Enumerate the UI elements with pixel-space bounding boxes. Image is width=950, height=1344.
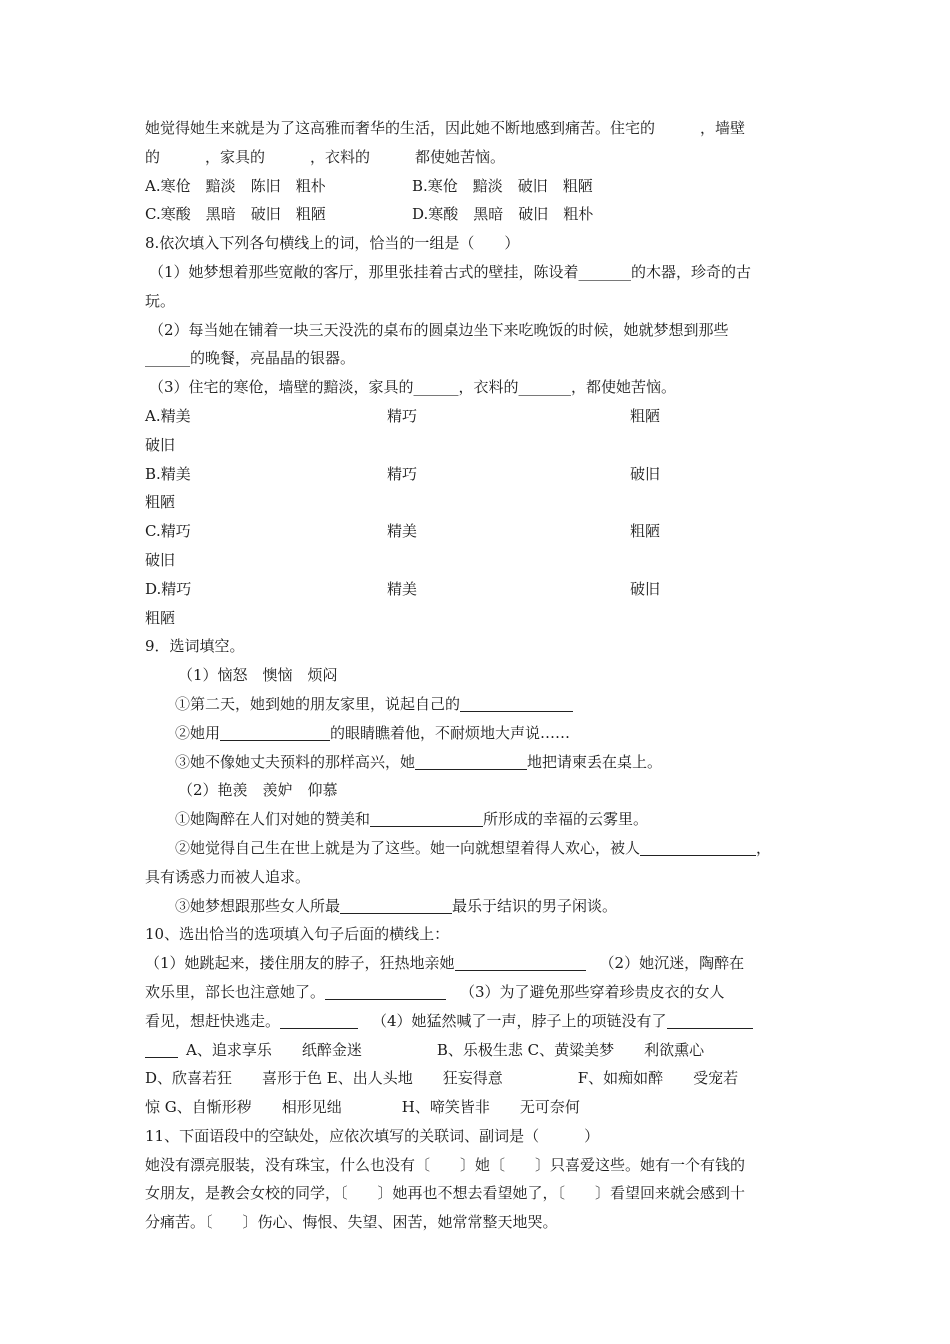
q10-item3-cont: 看见，想赶快逃走。 [145, 1011, 281, 1030]
q10-item2-text: （2）她沉迷，陶醉在 [599, 954, 745, 973]
worksheet-page [145, 114, 810, 1237]
answer-blank [145, 1039, 178, 1058]
q9-group2-item2-cont: 具有诱惑力而被人追求。 [145, 867, 311, 886]
q9-group2-item3 [145, 892, 810, 921]
answer-blank [460, 693, 573, 712]
q9-group1-item1 [145, 690, 810, 719]
q8-option-b-label: B.精美 [145, 464, 191, 483]
q9-g2-item2-text-b: ， [756, 838, 772, 857]
q10-options-text1: A、追求享乐 纸醉金迷 B、乐极生悲 C、黄粱美梦 利欲熏心 [186, 1040, 705, 1059]
q7-options-row2 [145, 200, 810, 229]
q10-line2 [145, 978, 810, 1007]
q8-option-a-word3: 粗陋 [630, 406, 661, 425]
answer-blank [340, 895, 452, 914]
q8-option-a-label: A.精美 [145, 406, 191, 425]
q8-option-c-word2: 精美 [387, 522, 418, 541]
answer-blank [220, 722, 330, 741]
q8-option-b-word4: 粗陋 [145, 493, 176, 512]
q10-item4-text: （4）她猛然喊了一声，脖子上的项链没有了 [372, 1011, 667, 1030]
q9-g2-item3-text-a: ③她梦想跟那些女人所最 [175, 896, 341, 915]
q7-options-row1 [145, 172, 810, 201]
answer-blank [667, 1010, 753, 1029]
answer-blank [640, 837, 756, 856]
q8-option-c-word4: 破旧 [145, 550, 176, 569]
q8-option-c-word3: 粗陋 [630, 522, 661, 541]
q8-sentence2-line2: ______的晚餐，亮晶晶的银器。 [145, 349, 356, 368]
q8-option-a-word4: 破旧 [145, 435, 176, 454]
q8-sentence3: （3）住宅的寒伧，墙壁的黯淡，家具的______，衣料的_______，都使她苦恼。 [149, 378, 677, 397]
q11-passage-line3: 分痛苦。〔 〕伤心、悔恨、失望、困苦，她常常整天地哭。 [145, 1213, 558, 1232]
q9-g1-item3-text-a: ③她不像她丈夫预料的那样高兴，她 [175, 752, 416, 771]
q9-g1-item2-text-a: ②她用 [175, 723, 221, 742]
q8-sentence2-line1: （2）每当她在铺着一块三天没洗的桌布的圆桌边坐下来吃晚饭的时候，她就梦想到那些 [149, 320, 729, 339]
q8-title: 8.依次填入下列各句横线上的词，恰当的一组是（ ） [145, 234, 520, 253]
q10-line1 [145, 949, 810, 978]
q7-option-c: C.寒酸 黑暗 破旧 粗陋 [145, 205, 326, 224]
q8-option-c-row [145, 517, 810, 546]
q8-option-d-row [145, 575, 810, 604]
q11-passage-line2: 女朋友，是教会女校的同学，〔 〕她再也不想去看望她了，〔 〕看望回来就会感到十 [145, 1184, 746, 1203]
q10-line3 [145, 1007, 810, 1036]
q9-g2-item1-text-a: ①她陶醉在人们对她的赞美和 [175, 810, 371, 829]
q8-option-d-word4: 粗陋 [145, 608, 176, 627]
answer-blank [415, 751, 527, 770]
q10-item3-text: （3）为了避免那些穿着珍贵皮衣的女人 [460, 982, 725, 1001]
q8-option-a-row [145, 402, 810, 431]
answer-blank [325, 981, 446, 1000]
answer-blank [370, 808, 483, 827]
q9-group2-item1 [145, 805, 810, 834]
q7-option-b: B.寒伧 黯淡 破旧 粗陋 [412, 176, 593, 195]
q10-title: 10、选出恰当的选项填入句子后面的横线上： [145, 925, 450, 944]
q9-g1-item2-text-b: 的眼睛瞧着他，不耐烦地大声说…… [330, 723, 571, 742]
answer-blank [280, 1010, 358, 1029]
q9-group2-item2 [145, 834, 810, 863]
q8-option-b-word2: 精巧 [387, 464, 418, 483]
q9-g1-item1-text: ①第二天，她到她的朋友家里，说起自己的 [175, 694, 461, 713]
q9-title: 9．选词填空。 [145, 637, 245, 656]
q7-option-a: A.寒伧 黯淡 陈旧 粗朴 [145, 176, 326, 195]
q8-option-b-word3: 破旧 [630, 464, 661, 483]
q7-stem-line2: 的 ，家具的 ，衣料的 都使她苦恼。 [145, 147, 506, 166]
answer-blank [455, 952, 586, 971]
q9-g1-item3-text-b: 地把请柬丢在桌上。 [527, 752, 663, 771]
q10-options-line2: D、欣喜若狂 喜形于色 E、出人头地 狂妄得意 F、如痴如醉 受宠若 [145, 1069, 739, 1088]
q7-option-d: D.寒酸 黑暗 破旧 粗朴 [412, 205, 594, 224]
q10-item1-text: （1）她跳起来，搂住朋友的脖子，狂热地亲她 [145, 954, 455, 973]
q9-g2-item3-text-b: 最乐于结识的男子闲谈。 [452, 896, 618, 915]
q8-option-c-label: C.精巧 [145, 522, 191, 541]
q8-option-b-row [145, 460, 810, 489]
q8-option-d-word2: 精美 [387, 579, 418, 598]
q9-group1-words: （1）恼怒 懊恼 烦闷 [178, 666, 338, 685]
q9-group1-item3 [145, 748, 810, 777]
q11-passage-line1: 她没有漂亮服装，没有珠宝，什么也没有〔 〕她〔 〕只喜爱这些。她有一个有钱的 [145, 1155, 746, 1174]
q11-title: 11、下面语段中的空缺处，应依次填写的关联词、副词是（ ） [145, 1126, 600, 1145]
q10-options-line3: 惊 G、自惭形秽 相形见绌 H、啼笑皆非 无可奈何 [145, 1098, 580, 1117]
q10-item2-cont: 欢乐里，部长也注意她了。 [145, 982, 326, 1001]
q8-option-d-word3: 破旧 [630, 579, 661, 598]
q9-group1-item2 [145, 719, 810, 748]
q9-g2-item2-text-a: ②她觉得自己生在世上就是为了这些。她一向就想望着得人欢心，被人 [175, 838, 641, 857]
q8-sentence1-line2: 玩。 [145, 291, 176, 310]
q8-option-d-label: D.精巧 [145, 579, 192, 598]
q9-g2-item1-text-b: 所形成的幸福的云雾里。 [483, 810, 649, 829]
q8-option-a-word2: 精巧 [387, 406, 418, 425]
q8-sentence1-line1: （1）她梦想着那些宽敞的客厅，那里张挂着古式的壁挂，陈设着_______的木器，珍奇的古 [149, 262, 752, 281]
q10-options-line1 [145, 1036, 810, 1065]
q9-group2-words: （2）艳羡 羡妒 仰慕 [178, 781, 338, 800]
q7-stem-line1: 她觉得她生来就是为了这高雅而奢华的生活，因此她不断地感到痛苦。住宅的 ，墙壁 [145, 119, 746, 137]
